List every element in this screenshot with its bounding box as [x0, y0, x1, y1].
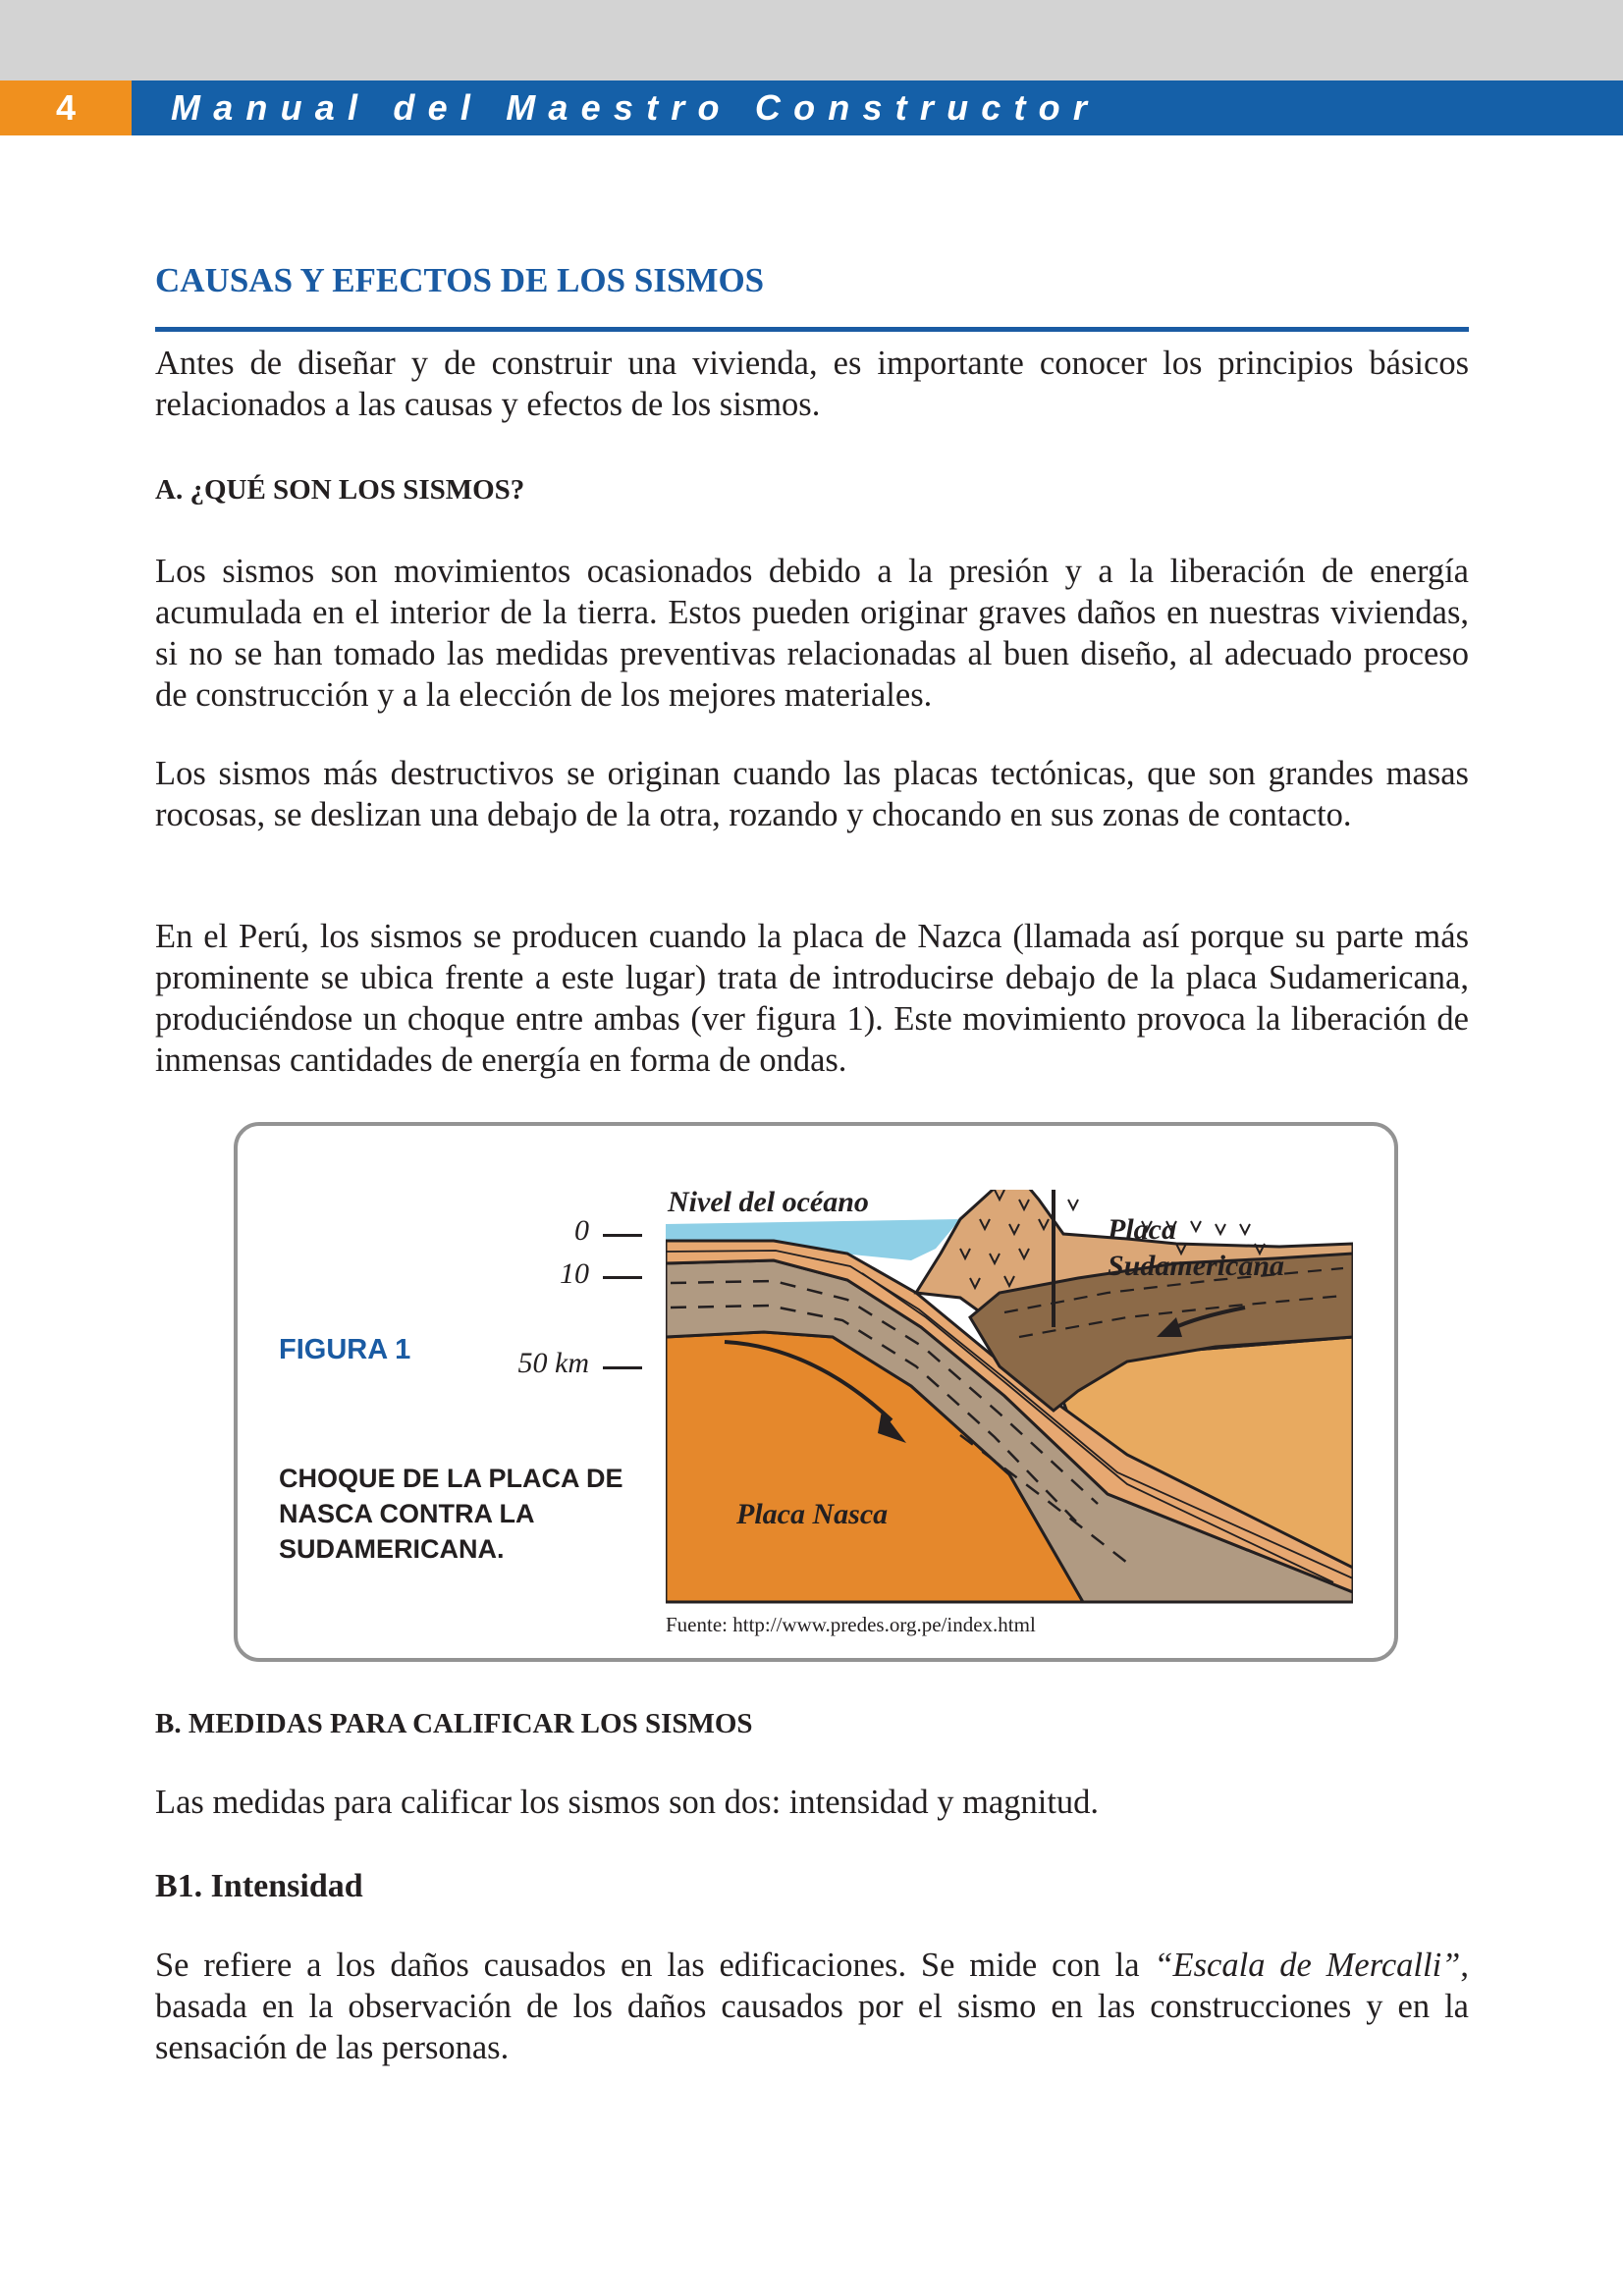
heading-b1: B1. Intensidad: [155, 1868, 363, 1904]
heading-a: A. ¿QUÉ SON LOS SISMOS?: [155, 474, 525, 506]
ocean-level-label: Nivel del océano: [668, 1190, 869, 1218]
depth-label-10: 10: [560, 1257, 589, 1290]
intro-paragraph: Antes de diseñar y de construir una vivienda, es importante conocer los principios básicos relacionados a las causas y efectos de los sismos.: [155, 345, 1469, 423]
title-underline: [155, 327, 1469, 332]
paragraph-a2: Los sismos más destructivos se originan cuando las placas tectónicas, que son grandes masas rocosas, se deslizan una debajo de la otra, rozando y chocando en sus zonas de contacto.: [155, 755, 1469, 833]
section-title: CAUSAS Y EFECTOS DE LOS SISMOS: [155, 261, 765, 299]
depth-label-0: 0: [574, 1214, 589, 1247]
figure-source: Fuente: http://www.predes.org.pe/index.html: [666, 1613, 1036, 1636]
paragraph-b1: [155, 1945, 1469, 2068]
sudamericana-label-line1: Placa: [1108, 1213, 1176, 1246]
nasca-label: Placa Nasca: [736, 1498, 889, 1530]
mercalli-scale-name: “Escala de Mercalli”: [1154, 1947, 1461, 1984]
depth-label-50: 50 km: [517, 1347, 589, 1379]
paragraph-b: Las medidas para calificar los sismos son dos: intensidad y magnitud.: [155, 1784, 1100, 1821]
subduction-diagram: [666, 1190, 1353, 1612]
depth-tick-10: [603, 1276, 642, 1279]
sudamericana-label-line2: Sudamericana: [1108, 1250, 1285, 1282]
page-number: 4: [0, 80, 132, 135]
running-header-title: Manual del Maestro Constructor: [132, 80, 1623, 135]
paragraph-a1: Los sismos son movimientos ocasionados debido a la presión y a la liberación de energía acumulada en el interior de la tierra. Estos pueden originar graves daños en nuestras viviendas, si no se han tomado las medidas preventivas relacionadas al buen diseño, al adecuado proceso de construcción y a la elección de los mejores materiales.: [155, 553, 1469, 714]
heading-b: B. MEDIDAS PARA CALIFICAR LOS SISMOS: [155, 1708, 753, 1739]
top-margin-band: [0, 0, 1623, 80]
paragraph-b1-start: Se refiere a los daños causados en las edificaciones. Se mide con la: [155, 1947, 1155, 1984]
figure-caption: CHOQUE DE LA PLACA DE NASCA CONTRA LA SUDAMERICANA.: [279, 1464, 623, 1564]
paragraph-a3: En el Perú, los sismos se producen cuando la placa de Nazca (llamada así porque su parte más prominente se ubica frente a este lugar) trata de introducirse debajo de la placa Sudamericana, produciéndose un choque entre ambas (ver figura 1). Este movimiento provoca la liberación de inmensas cantidades de energía en forma de ondas.: [155, 918, 1469, 1079]
depth-tick-0: [603, 1234, 642, 1237]
figure-label: FIGURA 1: [279, 1334, 411, 1365]
paragraph-b1-end: , basada en la observación de los daños causados por el sismo en las construcciones y en la sensación de las personas.: [155, 1947, 1469, 2066]
depth-tick-50: [603, 1366, 642, 1369]
